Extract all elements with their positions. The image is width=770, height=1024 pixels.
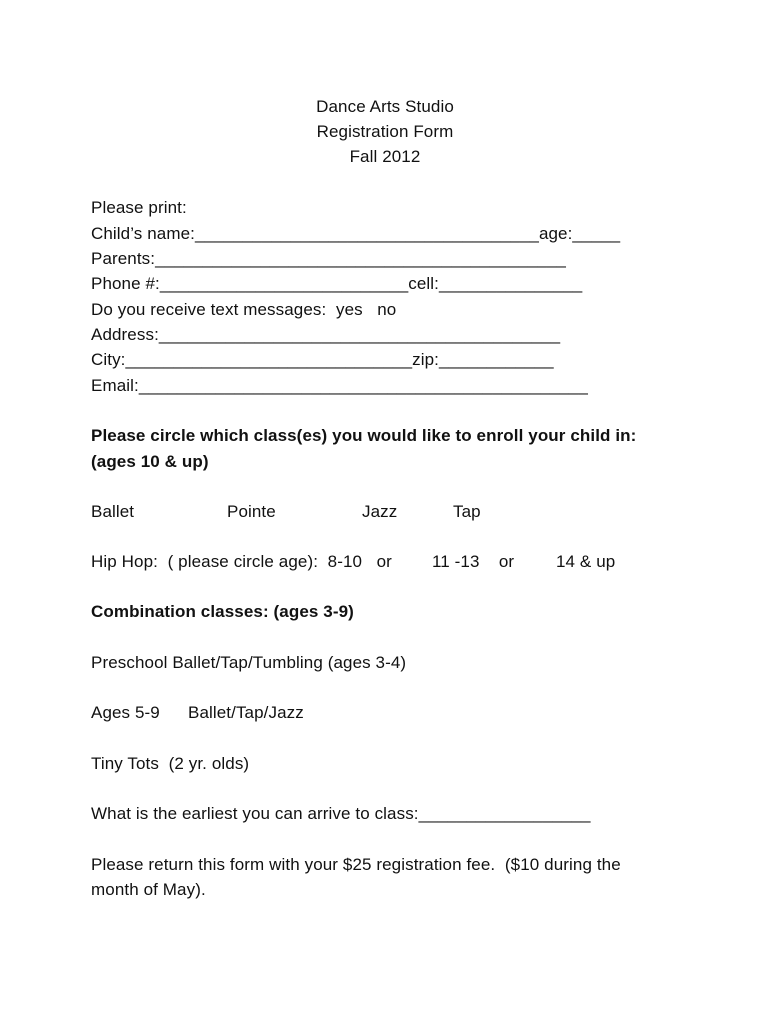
email-field: Email:_______________________________________________ <box>91 376 588 395</box>
class-option-tap: Tap <box>453 502 481 521</box>
class-option-pointe: Pointe <box>227 502 276 521</box>
fee-note-line2: month of May). <box>91 880 206 899</box>
parents-field: Parents:___________________________________________ <box>91 249 566 268</box>
season-label: Fall 2012 <box>349 147 421 166</box>
studio-name: Dance Arts Studio <box>316 97 454 116</box>
combination-heading: Combination classes: (ages 3-9) <box>91 602 354 621</box>
ages-5-9-label: Ages 5-9 <box>91 703 160 722</box>
class-option-ballet: Ballet <box>91 502 135 521</box>
ages-5-9-classes: Ballet/Tap/Jazz <box>188 703 304 722</box>
hiphop-age-14-up: 14 & up <box>556 552 616 571</box>
classes-heading: Please circle which class(es) you would like to enroll your child in: <box>91 426 637 445</box>
hiphop-label: Hip Hop: ( please circle age): 8-10 or <box>91 552 392 571</box>
arrival-time-field: What is the earliest you can arrive to class:__________________ <box>91 804 591 823</box>
hiphop-age-11-13: 11 -13 or <box>432 552 515 571</box>
form-title: Registration Form <box>316 122 454 141</box>
tiny-tots-class: Tiny Tots (2 yr. olds) <box>91 754 250 773</box>
form-header <box>0 94 770 169</box>
print-instruction: Please print: <box>91 198 187 217</box>
preschool-class: Preschool Ballet/Tap/Tumbling (ages 3-4) <box>91 653 407 672</box>
city-zip-field: City:______________________________zip:____________ <box>91 350 554 369</box>
address-field: Address:__________________________________________ <box>91 325 561 344</box>
fee-note-line1: Please return this form with your $25 registration fee. ($10 during the <box>91 855 621 874</box>
phone-field: Phone #:__________________________cell:_______________ <box>91 274 583 293</box>
child-name-field: Child’s name:____________________________________age:_____ <box>91 224 621 243</box>
classes-age-note: (ages 10 & up) <box>91 452 209 471</box>
text-messages-question: Do you receive text messages: yes no <box>91 300 397 319</box>
class-option-jazz: Jazz <box>362 502 398 521</box>
